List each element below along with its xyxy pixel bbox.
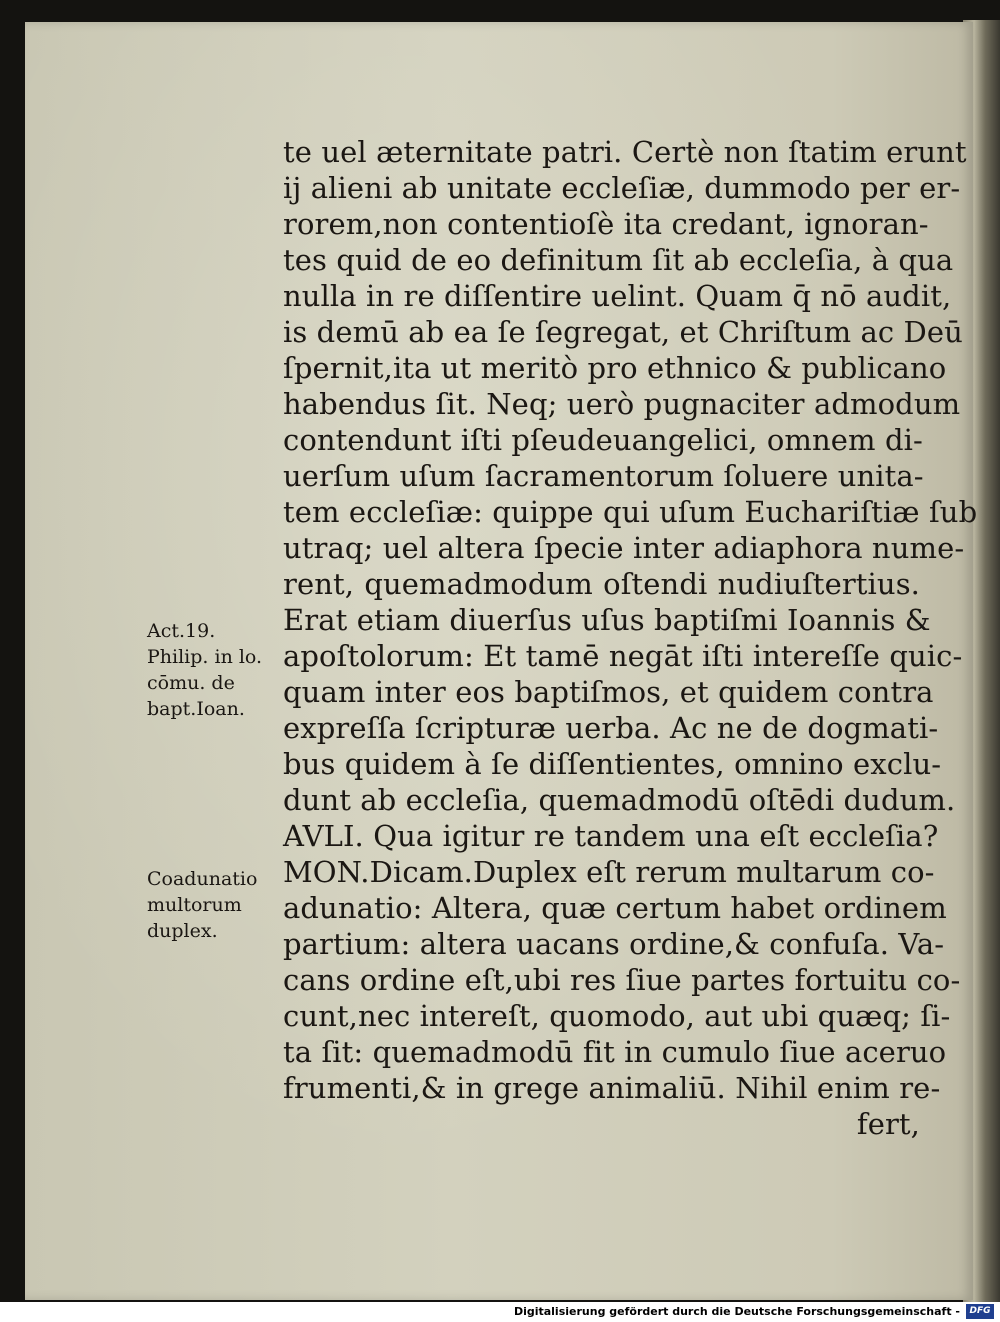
- text-line: ij alieni ab unitate eccleſiæ, dummodo per er-: [283, 171, 961, 205]
- text-line: fert,: [856, 1107, 920, 1141]
- text-line: tem eccleſiæ: quippe qui uſum Euchariſtiæ ſub: [283, 495, 978, 529]
- text-line: bus quidem à ſe diſſentientes, omnino exclu-: [283, 747, 942, 781]
- text-line: uerſum uſum ſacramentorum ſoluere unita-: [283, 459, 924, 493]
- text-line: ſpernit,ita ut meritò pro ethnico & publicano: [283, 351, 947, 385]
- text-line: cans ordine eſt,ubi res ſiue partes fortuitu co-: [283, 963, 961, 997]
- margin-note-acts: [147, 618, 287, 722]
- margin-note-line: Coadunatio: [147, 868, 258, 890]
- credit-text: Digitalisierung gefördert durch die Deutsche Forschungsgemeinschaft -: [513, 1305, 960, 1318]
- text-line: te uel æternitate patri. Certè non ſtatim erunt: [283, 135, 967, 169]
- text-line: utraq; uel altera ſpecie inter adiaphora nume-: [283, 531, 965, 565]
- margin-note-line: cōmu. de: [147, 672, 235, 694]
- text-line: rent, quemadmodum oſtendi nudiuſtertius.: [283, 567, 920, 601]
- text-line: ta ſit: quemadmodū fit in cumulo ſiue aceruo: [283, 1035, 947, 1069]
- text-line: cunt,nec intereſt, quomodo, aut ubi quæq; ſi-: [283, 999, 951, 1033]
- text-line: nulla in re diſſentire uelint. Quam q̄ nō audit,: [283, 279, 952, 313]
- dfg-logo: DFG: [966, 1304, 994, 1319]
- text-line: is demū ab ea ſe ſegregat, et Chriſtum ac Deū: [283, 315, 963, 349]
- text-line: Erat etiam diuerſus uſus baptiſmi Ioannis &: [283, 603, 931, 637]
- margin-note-line: bapt.Ioan.: [147, 698, 245, 720]
- text-line: partium: altera uacans ordine,& confuſa. Va-: [283, 927, 945, 961]
- text-line: apoſtolorum: Et tamē negāt iſti intereſſe quic-: [283, 639, 963, 673]
- digitization-credit-bar: [0, 1302, 1000, 1322]
- text-line: tes quid de eo definitum ſit ab eccleſia, à qua: [283, 243, 954, 277]
- margin-note-line: Philip. in lo.: [147, 646, 263, 668]
- margin-note-coadunatio: [147, 866, 287, 944]
- text-line: rorem,non contentioſè ita credant, ignoran-: [283, 207, 929, 241]
- margin-note-line: multorum: [147, 894, 242, 916]
- margin-note-line: Act.19.: [147, 620, 216, 642]
- text-line: frumenti,& in grege animaliū. Nihil enim re-: [283, 1071, 941, 1105]
- margin-note-line: duplex.: [147, 920, 218, 942]
- book-page: [25, 22, 978, 1300]
- text-line: habendus ſit. Neq; uerò pugnaciter admodum: [283, 387, 961, 421]
- text-line: expreſſa ſcripturæ uerba. Ac ne de dogmati-: [283, 711, 939, 745]
- text-line: quam inter eos baptiſmos, et quidem contra: [283, 675, 934, 709]
- text-line: adunatio: Altera, quæ certum habet ordinem: [283, 891, 947, 925]
- text-line: AVLI. Qua igitur re tandem una eſt eccleſia?: [283, 819, 939, 853]
- text-line: MON.Dicam.Duplex eſt rerum multarum co-: [283, 855, 935, 889]
- text-line: dunt ab eccleſia, quemadmodū oſtēdi dudum.: [283, 783, 956, 817]
- text-line: contendunt iſti pſeudeuangelici, omnem di-: [283, 423, 923, 457]
